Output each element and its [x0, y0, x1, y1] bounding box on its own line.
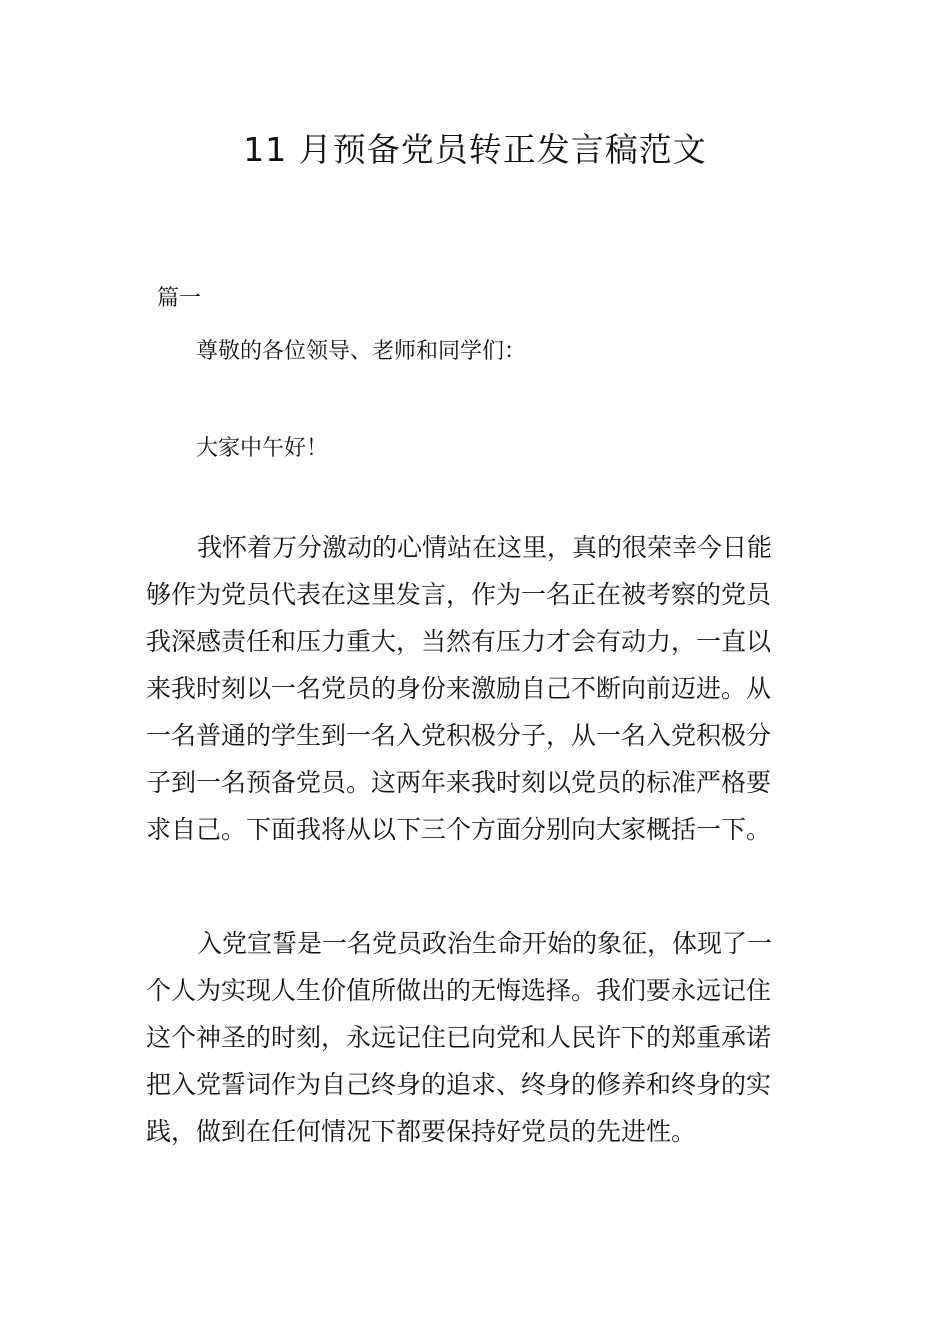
paragraph-line: 个人为实现人生价值所做出的无悔选择。我们要永远记住 [146, 976, 772, 1005]
paragraph-line: 够作为党员代表在这里发言，作为一名正在被考察的党员 [146, 580, 772, 609]
paragraph-line: 求自己。下面我将从以下三个方面分别向大家概括一下。 [146, 815, 772, 844]
paragraph-line: 把入党誓词作为自己终身的追求、终身的修养和终身的实 [146, 1070, 772, 1099]
paragraph-line: 入党宣誓是一名党员政治生命开始的象征，体现了一 [197, 929, 773, 958]
paragraph-line: 践，做到在任何情况下都要保持好党员的先进性。 [146, 1117, 697, 1146]
greeting: 大家中午好！ [196, 436, 329, 461]
paragraph-line: 这个神圣的时刻，永远记住已向党和人民许下的郑重承诺 [146, 1023, 772, 1052]
paragraph-line: 来我时刻以一名党员的身份来激励自己不断向前迈进。从 [146, 674, 772, 703]
body-paragraph-2 [146, 920, 806, 1155]
body-paragraph-1 [146, 524, 806, 853]
paragraph-line: 子到一名预备党员。这两年来我时刻以党员的标准严格要 [146, 768, 772, 797]
paragraph-line: 一名普通的学生到一名入党积极分子，从一名入党积极分 [146, 721, 772, 750]
paragraph-line: 我深感责任和压力重大，当然有压力才会有动力，一直以 [146, 627, 772, 656]
salutation: 尊敬的各位领导、老师和同学们： [196, 339, 527, 364]
paragraph-line: 我怀着万分激动的心情站在这里，真的很荣幸今日能 [197, 533, 773, 562]
section-label: 篇一 [157, 286, 202, 311]
document-title: 11 月预备党员转正发言稿范文 [243, 130, 707, 169]
